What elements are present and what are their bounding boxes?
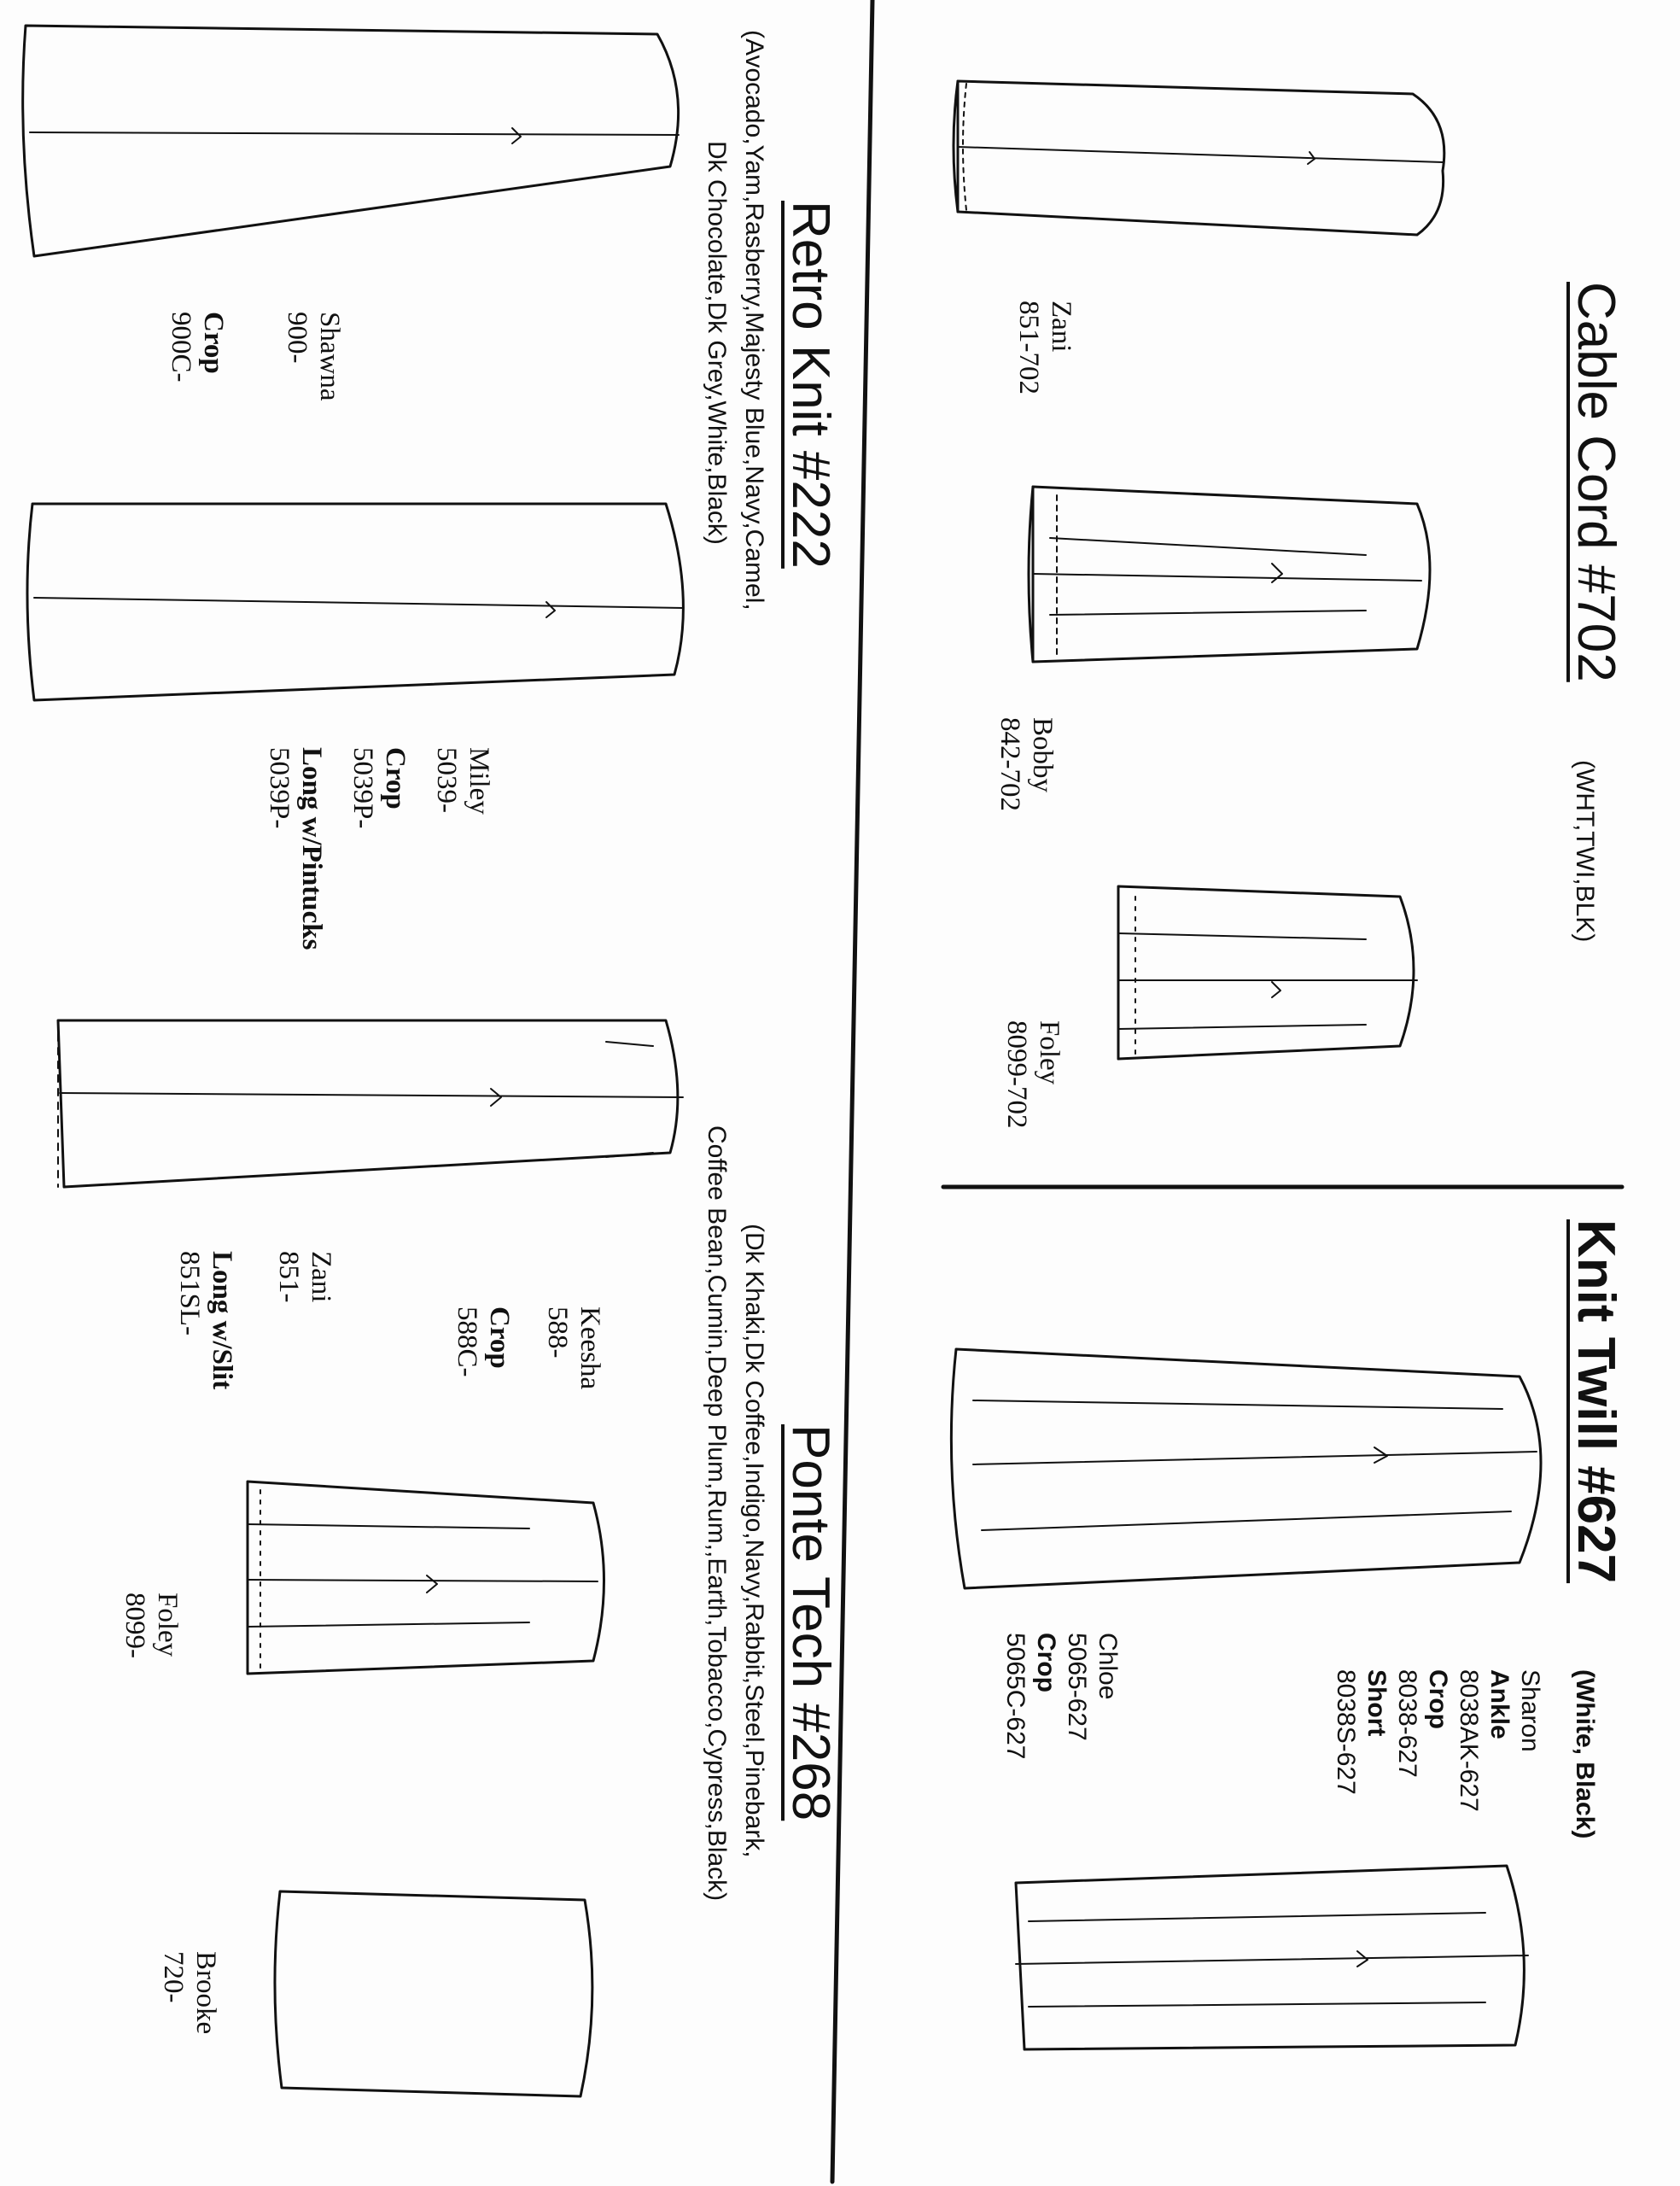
zani-702-label [1012,301,1077,395]
style-code: 5065-627 [1063,1633,1091,1741]
ponte-tech-colors [697,1125,773,1901]
shawna-pant-sketch-icon [23,26,679,256]
sharon-pant-sketch-icon [951,1349,1541,1588]
colors-line-2: Dk Chocolate,Dk Grey,White,Black) [703,141,731,545]
style-code: 8099- [120,1593,150,1658]
zani-851-label [173,1251,337,1389]
bobby-702-label [994,717,1059,811]
style-name: Zani [1046,301,1076,353]
foley-8099-label [119,1593,184,1658]
brooke-720-label [157,1951,222,2034]
style-code: 720- [158,1951,189,2003]
style-code: 851- [273,1251,304,1303]
style-name: Chloe [1094,1633,1122,1700]
crop-label: Crop [198,312,229,374]
knit-twill-colors: (White, Black) [1571,1669,1599,1839]
keesha-pant-sketch-icon [58,1020,683,1187]
shawna-900-label [165,312,346,400]
short-code: 8038S-627 [1332,1669,1360,1795]
colors-line-2: Coffee Bean,Cumin,Deep Plum,Rum,,Earth,Tobacco,Cypress,Black) [703,1125,731,1902]
crop-label: Crop [1032,1633,1060,1692]
crop-label: Crop [380,747,411,810]
crop-label: Crop [484,1306,515,1369]
chloe-627-label [1000,1633,1123,1759]
cable-cord-colors: (WHT,TWI,BLK) [1571,760,1599,943]
short-label: Short [1362,1669,1391,1737]
zani-long-skirt-sketch-icon [248,1482,604,1674]
style-code: 588- [542,1306,573,1359]
long-code: 851SL- [174,1251,205,1336]
style-code: 900- [282,312,312,364]
style-name: Miley [464,747,494,815]
retro-knit-title: Retro Knit #222 [781,201,840,569]
zani-pant-sketch-icon [954,81,1444,235]
colors-line-1: (Dk Khaki,Dk Coffee,Indigo,Navy,Rabbit,Steel,Pinebark, [740,1224,768,1858]
foley-702-label [1000,1020,1065,1129]
sharon-627-label [1330,1669,1545,1812]
cable-cord-title: Cable Cord #702 [1566,282,1625,682]
miley-5039-label [263,747,495,950]
ankle-code: 8038AK-627 [1455,1669,1483,1812]
style-code: 842-702 [995,717,1025,811]
crop-code: 5039P- [347,747,378,829]
miley-pant-sketch-icon [27,504,683,700]
style-code: 8099-702 [1001,1020,1032,1129]
keesha-588-label [451,1306,606,1389]
chloe-pant-sketch-icon [1016,1866,1528,2049]
long-code: 5039P- [264,747,295,829]
foley-pant-sketch-icon [1118,886,1417,1059]
retro-knit-colors [697,30,773,611]
style-name: Brooke [190,1951,221,2035]
style-name: Bobby [1027,717,1058,793]
style-name: Shawna [314,312,345,401]
long-label: Long w/Slit [207,1251,237,1390]
brooke-skirt-sketch-icon [275,1891,592,2096]
style-code: 5039- [431,747,462,813]
style-name: Sharon [1516,1669,1544,1752]
bobby-pant-sketch-icon [1029,487,1430,662]
ankle-label: Ankle [1485,1669,1514,1739]
crop-label: Crop [1424,1669,1452,1729]
crop-code: 900C- [166,312,196,383]
style-name: Zani [306,1251,336,1303]
crop-code: 5065C-627 [1001,1633,1030,1760]
colors-line-1: (Avocado,Yam,Rasberry,Majesty Blue,Navy,Camel, [740,30,768,611]
ponte-tech-title: Ponte Tech #268 [781,1424,840,1821]
crop-code: 8038-627 [1393,1669,1421,1778]
long-label: Long w/Pintucks [296,747,327,950]
style-name: Foley [1034,1020,1065,1085]
knit-twill-title: Knit Twill #627 [1566,1219,1625,1584]
style-name: Foley [152,1593,183,1657]
crop-code: 588C- [452,1306,482,1377]
style-name: Keesha [575,1306,605,1390]
style-code: 851-702 [1013,301,1044,395]
